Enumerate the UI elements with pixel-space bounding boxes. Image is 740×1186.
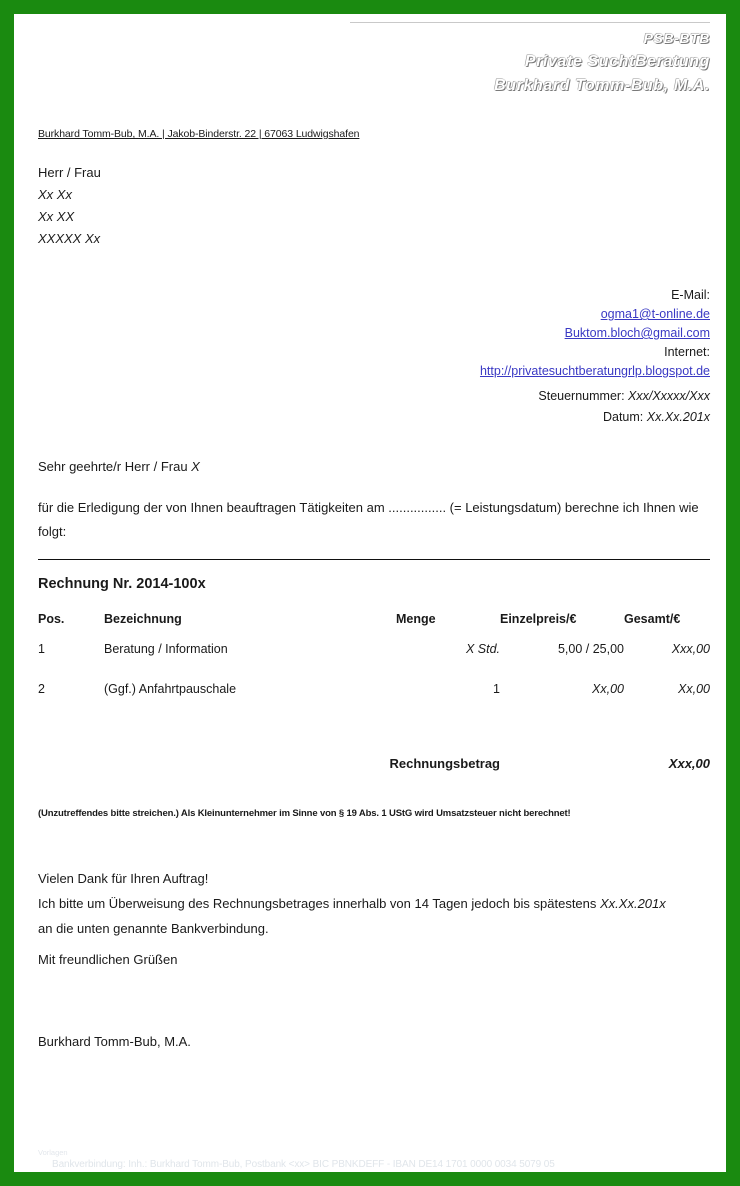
cell-unit-price: Xx,00 [592,682,624,696]
invoice-total-label: Rechnungsbetrag [389,756,500,771]
letter-intro-paragraph: für die Erledigung der von Ihnen beauftragen Tätigkeiten am ................ (= Leistungsdatum) berechne ich Ihnen wie folgt: [38,500,699,539]
recipient-name-line: Xx Xx [38,187,72,202]
invoice-title: Rechnung Nr. 2014-100x [38,576,206,592]
letter-salutation [38,459,200,474]
signature-name: Burkhard Tomm-Bub, M.A. [38,1034,191,1049]
letterhead-line-1: PSB-BTB [643,30,710,46]
cell-pos: 2 [38,682,45,696]
salutation-text: Sehr geehrte/r Herr / Frau [38,459,192,474]
tax-number-value: Xxx/Xxxxx/Xxx [628,389,710,403]
table-header-row [38,612,710,642]
footer-template-label: Vorlagen [38,1148,68,1157]
tax-number-label: Steuernummer: [538,389,625,403]
cell-quantity: X Std. [465,642,500,656]
cell-quantity: 1 [493,682,500,696]
payment-terms-text: Ich bitte um Überweisung des Rechnungsbetrages innerhalb von 14 Tagen jedoch bis spätestens [38,896,601,911]
tax-number-row [290,386,710,407]
page-border-bottom [0,1172,740,1186]
page-border-right [726,0,740,1186]
internet-label: Internet: [664,345,710,359]
email-link-1[interactable]: ogma1@t-online.de [600,307,710,321]
column-header-description: Bezeichnung [104,612,182,626]
letterhead-line-2: Private SuchtBeratung [524,52,710,70]
recipient-salutation-line: Herr / Frau [38,165,101,180]
cell-description: (Ggf.) Anfahrtpauschale [104,682,237,696]
cell-description: Beratung / Information [104,642,228,656]
small-business-legal-note: (Unzutreffendes bitte streichen.) Als Kleinunternehmer im Sinne von § 19 Abs. 1 UStG wird Umsatzsteuer nicht berechnet! [38,808,571,819]
cell-total: Xxx,00 [671,642,710,656]
date-label: Datum: [602,410,644,424]
document-sheet [16,16,724,1170]
letterhead-line-3: Burkhard Tomm-Bub, M.A. [494,77,710,95]
date-value: Xx.Xx.201x [646,410,710,424]
salutation-placeholder-name: X [191,459,200,474]
page-footer [38,1148,710,1172]
regards-line: Mit freundlichen Grüßen [38,952,178,967]
cell-unit-price: 5,00 / 25,00 [557,642,624,656]
cell-pos: 1 [38,642,45,656]
page-border-left [0,0,14,1186]
column-header-pos: Pos. [38,612,65,626]
invoice-divider [38,559,710,560]
footer-bank-details: Bankverbindung: Inh.: Burkhard Tomm-Bub, Postbank <xx> BIC PBNKDEFF - IBAN DE14 1701 0000 0034 5079 05 [52,1159,555,1170]
letterhead-rule [350,22,710,23]
cell-total: Xx,00 [678,682,710,696]
tax-and-date-block [290,386,710,428]
page-border-top [0,0,740,14]
column-header-unit-price: Einzelpreis/€ [500,612,577,626]
invoice-total-value: Xxx,00 [668,756,710,771]
table-row [38,642,710,682]
recipient-city-line: XXXXX Xx [38,231,101,246]
website-link[interactable]: http://privatesuchtberatungrlp.blogspot.de [479,364,710,378]
column-header-total: Gesamt/€ [624,612,681,626]
invoice-table [38,612,710,722]
payment-terms-line [38,891,710,916]
contact-block [290,286,710,381]
email-link-2[interactable]: Buktom.bloch@gmail.com [564,326,710,340]
date-row [290,407,710,428]
column-header-quantity: Menge [396,612,436,626]
bank-reference-line: an die unten genannte Bankverbindung. [38,921,269,936]
table-row [38,682,710,722]
closing-paragraph [38,866,710,941]
email-label: E-Mail: [671,288,710,302]
document-content [38,16,710,1170]
thanks-line: Vielen Dank für Ihren Auftrag! [38,871,209,886]
recipient-street-line: Xx XX [38,209,75,224]
return-address-line: Burkhard Tomm-Bub, M.A. | Jakob-Binderstr. 22 | 67063 Ludwigshafen [38,128,360,140]
letterhead [290,22,710,99]
payment-due-date: Xx.Xx.201x [600,896,666,911]
recipient-address-block [38,162,101,250]
